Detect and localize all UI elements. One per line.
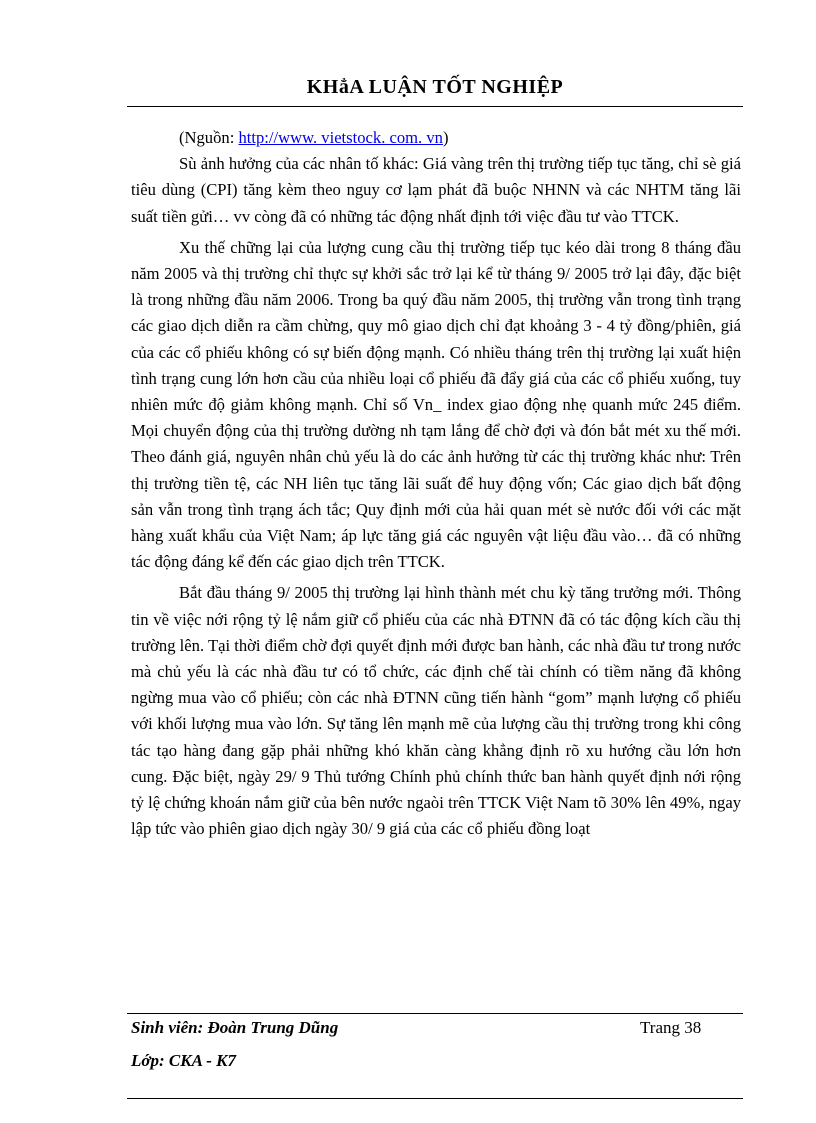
student-name: Sinh viên: Đoàn Trung Dũng [131, 1018, 339, 1037]
source-link[interactable]: http://www. vietstock. com. vn [238, 128, 443, 147]
paragraph-3: Bắt đầu tháng 9/ 2005 thị trường lại hình thành mét chu kỳ tăng trưởng mới. Thông tin về việc nới rộng tỷ lệ nắm giữ cổ phiếu của các nhà ĐTNN đã có tác động kích cầu thị trường lên. Tại thời điểm chờ đợi quyết định mới được ban hành, các nhà đầu tư trong nước mà chủ yếu là các nhà đầu tư có tổ chức, các định chế tài chính có tiềm năng đã không ngừng mua vào cổ phiếu; còn các nhà ĐTNN cũng tiến hành “gom” mạnh lượng cổ phiếu với khối lượng mua vào lớn. Sự tăng lên mạnh mẽ của lượng cầu thị trường trong khi công tác tạo hàng đang gặp phải những khó khăn càng khẳng định rõ xu hướng cầu lớn hơn cung. Đặc biệt, ngày 29/ 9 Thủ tướng Chính phủ chính thức ban hành quyết định nới rộng tỷ lệ chứng khoán nắm giữ của bên nước ngaòi trên TTCK Việt Nam tõ 30% lên 49%, ngay lập tức vào phiên giao dịch ngày 30/ 9 giá của các cổ phiếu đồng loạt [131, 583, 741, 839]
source-suffix: ) [442, 128, 449, 147]
paragraph-2: Xu thế chững lại của lượng cung cầu thị trường tiếp tục kéo dài trong 8 tháng đầu năm 2005 và thị trường chỉ thực sự khởi sắc trở lại kể từ tháng 9/ 2005 trở lại đây, đặc biệt là trong những đầu năm 2006. Trong ba quý đầu năm 2005, thị trường vẫn trong tình trạng các giao dịch diễn ra cầm chừng, quy mô giao dịch chỉ đạt khoảng 3 - 4 tỷ đồng/phiên, giá của các cổ phiếu không có sự biến động mạnh. Có nhiều tháng trên thị trường lại xuất hiện tình trạng cung lớn hơn cầu của nhiều loại cổ phiếu đã đẩy giá của các cổ phiếu xuống, tuy nhiên mức độ giảm không mạnh. Chỉ số Vn_ index giao động nhẹ quanh mức 245 điểm. Mọi chuyển động của thị trường dường nh tạm lắng để chờ đợi và đón bắt mét xu thế mới. Theo đánh giá, nguyên nhân chủ yếu là do các ảnh hưởng từ các thị trường khác như: Trên thị trường tiền tệ, các NH liên tục tăng lãi suất để huy động vốn; Các giao dịch bất động sản vẫn trong tình trạng ách tắc; Quy định mới của hải quan mét sè nước đối với các mặt hàng xuất khẩu của Việt Nam; áp lực tăng giá các nguyên vật liệu đầu vào… đã có những tác động đáng kể đến các giao dịch trên TTCK. [131, 237, 741, 572]
source-prefix: (Nguồn: [179, 128, 239, 147]
header-divider [127, 106, 743, 107]
document-body [131, 125, 741, 842]
footer-divider [127, 1013, 743, 1014]
page-number: Trang 38 [640, 1018, 702, 1037]
paragraph-1: Sù ảnh hưởng của các nhân tố khác: Giá vàng trên thị trường tiếp tục tăng, chỉ sè giá tiêu dùng (CPI) tăng kèm theo nguy cơ lạm phát đã buộc NHNN và các NHTM tăng lãi suất tiền gửi… vv còng đã có những tác động nhất định tới việc đầu tư vào TTCK. [131, 154, 741, 226]
class-name: Lớp: CKA - K7 [131, 1051, 236, 1070]
footer-bottom-divider [127, 1098, 743, 1099]
page-header-title: KHẳA LUẬN TỐT NGHIỆP [306, 76, 564, 98]
source-citation [131, 125, 741, 151]
